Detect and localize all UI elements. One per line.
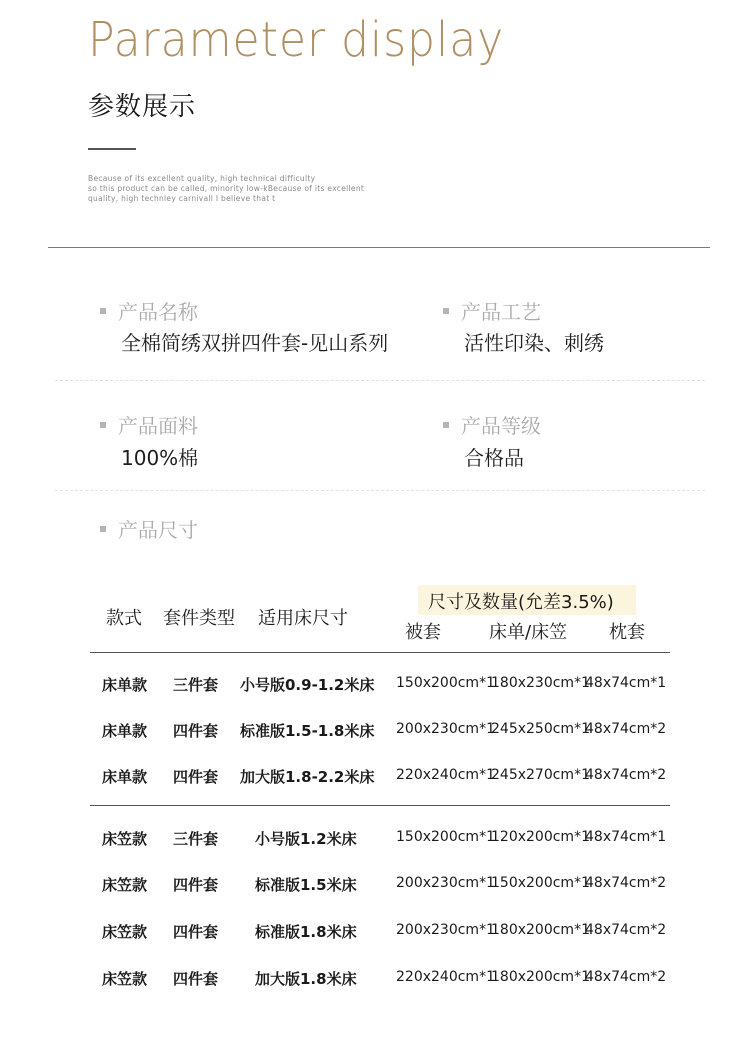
table-cell: 180x230cm*1 [491, 675, 590, 691]
table-cell: 48x74cm*1 [585, 675, 667, 691]
table-cell: 48x74cm*2 [585, 969, 667, 985]
table-cell: 200x230cm*1 [396, 875, 495, 891]
col-header-set-type: 套件类型 [163, 608, 235, 629]
bullet-icon [443, 422, 449, 428]
table-cell: 150x200cm*1 [491, 875, 590, 891]
table-cell: 48x74cm*2 [585, 875, 667, 891]
table-cell: 220x240cm*1 [396, 767, 495, 783]
page-title-cn: 参数展示 [88, 92, 197, 122]
table-cell: 四件套 [173, 876, 219, 894]
table-cell: 180x200cm*1 [491, 922, 590, 938]
table-cell: 180x200cm*1 [491, 969, 590, 985]
param-label-fabric: 产品面料 [100, 410, 198, 439]
param-value-fabric: 100%棉 [121, 446, 199, 470]
table-cell: 小号版1.2米床 [255, 830, 357, 848]
bullet-icon [100, 526, 106, 532]
table-cell: 床笠款 [102, 923, 148, 941]
param-label-size: 产品尺寸 [100, 514, 198, 543]
intro-blurb: Because of its excellent quality, high technical difficulty so this product can be called, minority low-kBecause of its excellent quality, high technley carnivall I believe that t [88, 174, 365, 203]
table-cell: 三件套 [173, 676, 219, 694]
table-cell: 200x230cm*1 [396, 721, 495, 737]
row-divider [55, 380, 705, 381]
table-cell: 120x200cm*1 [491, 829, 590, 845]
param-value-craft: 活性印染、刺绣 [464, 331, 604, 355]
row-divider [55, 490, 705, 491]
table-cell: 加大版1.8-2.2米床 [240, 768, 375, 786]
col-header-style: 款式 [106, 608, 142, 629]
table-cell: 150x200cm*1 [396, 675, 495, 691]
table-cell: 四件套 [173, 768, 219, 786]
table-cell: 48x74cm*2 [585, 721, 667, 737]
table-cell: 四件套 [173, 923, 219, 941]
param-label-name: 产品名称 [100, 296, 198, 325]
table-cell: 床单款 [102, 676, 148, 694]
table-cell: 标准版1.5-1.8米床 [240, 722, 375, 740]
bullet-icon [443, 308, 449, 314]
table-cell: 48x74cm*2 [585, 767, 667, 783]
table-cell: 标准版1.5米床 [255, 876, 357, 894]
page-title-en: Parameter display [88, 12, 505, 68]
table-cell: 床单款 [102, 722, 148, 740]
param-value-name: 全棉简绣双拼四件套-见山系列 [121, 331, 389, 355]
table-cell: 200x230cm*1 [396, 922, 495, 938]
table-cell: 245x270cm*1 [491, 767, 590, 783]
table-cell: 48x74cm*1 [585, 829, 667, 845]
table-cell: 床笠款 [102, 830, 148, 848]
col-header-size-qty: 尺寸及数量(允差3.5%) [428, 592, 614, 613]
table-cell: 245x250cm*1 [491, 721, 590, 737]
table-cell: 床笠款 [102, 970, 148, 988]
col-header-sheet: 床单/床笠 [489, 622, 568, 643]
title-underline [88, 148, 136, 150]
col-header-duvet: 被套 [405, 622, 441, 643]
table-cell: 150x200cm*1 [396, 829, 495, 845]
table-cell: 小号版0.9-1.2米床 [240, 676, 375, 694]
table-header-rule [90, 652, 670, 653]
table-cell: 加大版1.8米床 [255, 970, 357, 988]
col-header-pillow: 枕套 [609, 622, 645, 643]
param-label-grade: 产品等级 [443, 410, 541, 439]
table-cell: 四件套 [173, 970, 219, 988]
table-cell: 床单款 [102, 768, 148, 786]
table-cell: 四件套 [173, 722, 219, 740]
table-group-rule [90, 805, 670, 806]
table-cell: 三件套 [173, 830, 219, 848]
col-header-bed-size: 适用床尺寸 [258, 608, 348, 629]
section-divider [48, 247, 710, 248]
table-cell: 床笠款 [102, 876, 148, 894]
table-cell: 标准版1.8米床 [255, 923, 357, 941]
table-cell: 220x240cm*1 [396, 969, 495, 985]
param-value-grade: 合格品 [464, 446, 524, 470]
param-label-craft: 产品工艺 [443, 296, 541, 325]
bullet-icon [100, 308, 106, 314]
table-cell: 48x74cm*2 [585, 922, 667, 938]
bullet-icon [100, 422, 106, 428]
